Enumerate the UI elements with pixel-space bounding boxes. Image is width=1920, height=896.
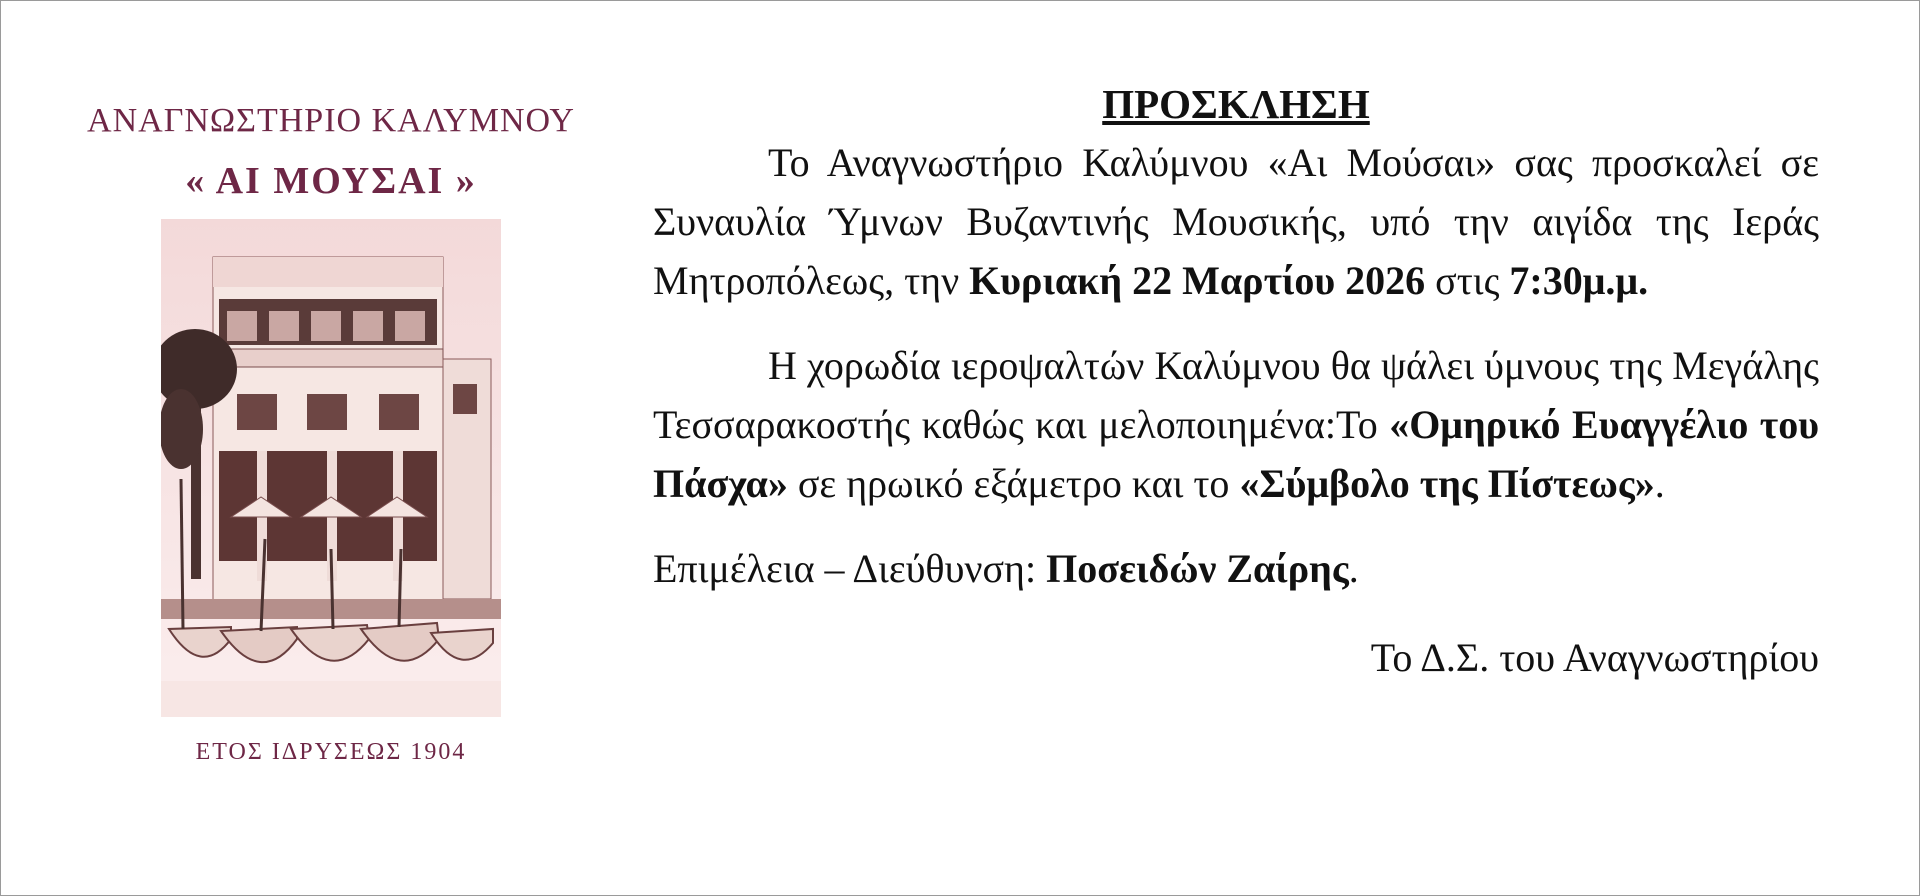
event-date: Κυριακή 22 Μαρτίου 2026 [969, 258, 1426, 303]
director-name: Ποσειδών Ζαίρης [1046, 546, 1349, 591]
program-paragraph [653, 336, 1819, 513]
building-harbor-sketch-icon [161, 219, 501, 717]
organization-motto: « ΑΙ ΜΟΥΣΑΙ » [185, 160, 477, 202]
credits-label: Επιμέλεια – Διεύθυνση: [653, 546, 1047, 591]
work-title-creed: «Σύμβολο της Πίστεως» [1239, 461, 1655, 506]
paragraph-text: στις [1425, 258, 1510, 303]
invitation-paragraph [653, 133, 1819, 310]
work-title-gospel: «Ομηρικό Ευαγγέλιο του Πάσχα» [653, 402, 1819, 506]
logo-block [81, 101, 581, 767]
paragraph-text: Το Αναγνωστήριο Καλύμνου «Αι Μούσαι» σας προσκαλεί σε Συναυλία Ύμνων Βυζαντινής Μουσικής, υπό την αιγίδα της Ιεράς Μητροπόλεως, την [653, 140, 1819, 303]
founding-year: ΕΤΟΣ ΙΔΡΥΣΕΩΣ 1904 [195, 739, 467, 765]
page-title: ΠΡΟΣΚΛΗΣΗ [1102, 81, 1370, 127]
event-time: 7:30μ.μ. [1509, 258, 1649, 303]
credits-line [653, 539, 1819, 598]
signature: Το Δ.Σ. του Αναγνωστηρίου [1370, 635, 1819, 680]
credits-end: . [1348, 546, 1359, 591]
organization-name: ΑΝΑΓΝΩΣΤΗΡΙΟ ΚΑΛΥΜΝΟΥ [87, 102, 575, 139]
paragraph-text: . [1654, 461, 1665, 506]
invitation-text [653, 79, 1819, 687]
paragraph-text: σε ηρωικό εξάμετρο και το [787, 461, 1240, 506]
paragraph-text: Η χορωδία ιεροψαλτών Καλύμνου θα ψάλει ύμνους της Μεγάλης Τεσσαρακοστής καθώς και μελοποιημένα:Το [653, 343, 1819, 447]
